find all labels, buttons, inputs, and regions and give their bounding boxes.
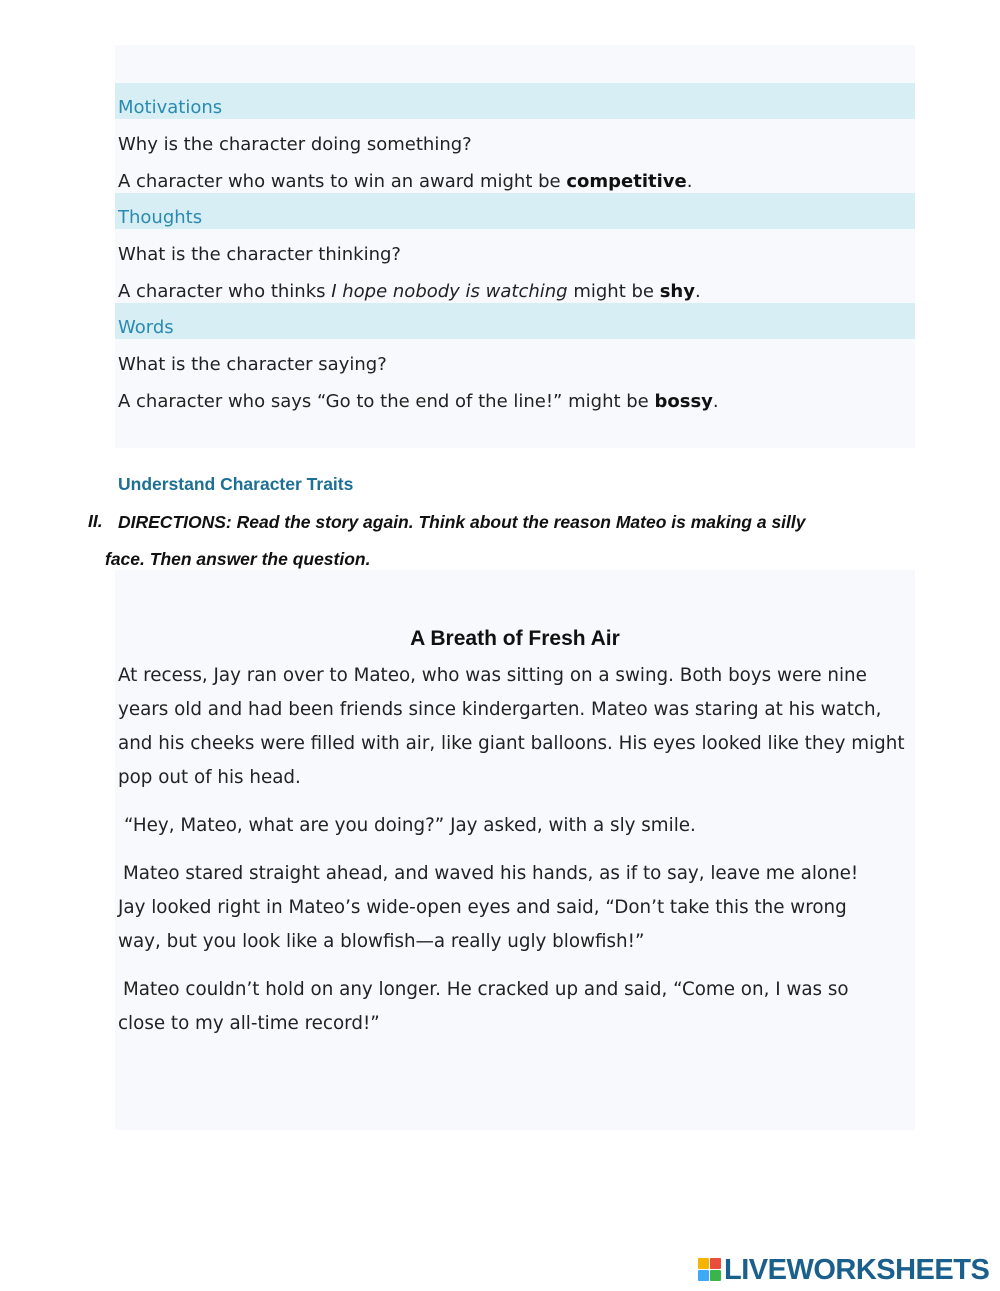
- story-p3-line-1: Mateo stared straight ahead, and waved his hands, as if to say, leave me alone!: [123, 863, 859, 884]
- story-panel: [115, 570, 915, 1130]
- directions-line-2: face. Then answer the question.: [105, 549, 371, 569]
- traits-band-motivations: [115, 83, 915, 119]
- traits-question-motivations: Why is the character doing something?: [118, 134, 472, 155]
- story-p2-line-1: “Hey, Mateo, what are you doing?” Jay asked, with a sly smile.: [124, 815, 696, 836]
- example-punct: .: [712, 391, 719, 412]
- example-text: A character who wants to win an award might be: [118, 171, 567, 192]
- traits-band-words: [115, 303, 915, 339]
- traits-band-thoughts: [115, 193, 915, 229]
- traits-heading-thoughts: Thoughts: [118, 207, 203, 228]
- story-p4-line-2: close to my all-time record!”: [118, 1013, 380, 1034]
- story-p1-line-2: years old and had been friends since kindergarten. Mateo was staring at his watch,: [118, 699, 882, 720]
- story-p1-line-3: and his cheeks were filled with air, like giant balloons. His eyes looked like they might: [118, 733, 905, 754]
- story-p4-line-1: Mateo couldn’t hold on any longer. He cracked up and said, “Come on, I was so: [123, 979, 849, 1000]
- logo-block-blue: [698, 1270, 709, 1281]
- logo-block-yellow: [698, 1258, 709, 1269]
- story-p1-line-1: At recess, Jay ran over to Mateo, who was sitting on a swing. Both boys were nine: [118, 665, 867, 686]
- logo-block-green: [710, 1270, 721, 1281]
- example-punct: .: [694, 281, 701, 302]
- logo-text: LIVEWORKSHEETS: [724, 1253, 990, 1286]
- traits-heading-motivations: Motivations: [118, 97, 223, 118]
- example-punct: .: [686, 171, 693, 192]
- example-text: A character who says “Go to the end of the line!” might be: [118, 391, 655, 412]
- example-text: might be: [567, 281, 660, 302]
- liveworksheets-blocks-icon: [698, 1258, 722, 1282]
- story-p1-line-4: pop out of his head.: [118, 767, 301, 788]
- traits-example-thoughts: [118, 280, 701, 304]
- traits-question-thoughts: What is the character thinking?: [118, 244, 401, 265]
- section-numeral: II.: [88, 511, 103, 531]
- directions-line-1: DIRECTIONS: Read the story again. Think about the reason Mateo is making a silly: [118, 512, 806, 532]
- traits-example-motivations: [118, 170, 692, 194]
- traits-example-words: [118, 390, 719, 414]
- liveworksheets-logo: [698, 1254, 989, 1286]
- example-thought-quote: I hope nobody is watching: [331, 281, 568, 302]
- story-p3-line-2: Jay looked right in Mateo’s wide-open eyes and said, “Don’t take this the wrong: [118, 897, 847, 918]
- trait-word-competitive: competitive: [566, 171, 687, 192]
- section-title: Understand Character Traits: [118, 474, 354, 494]
- example-text: A character who thinks: [118, 281, 332, 302]
- trait-word-bossy: bossy: [654, 391, 713, 412]
- traits-heading-words: Words: [118, 317, 174, 338]
- story-p3-line-3: way, but you look like a blowfish—a really ugly blowfish!”: [118, 931, 645, 952]
- traits-question-words: What is the character saying?: [118, 354, 387, 375]
- trait-word-shy: shy: [659, 281, 695, 302]
- story-title: A Breath of Fresh Air: [410, 627, 620, 650]
- logo-block-red: [710, 1258, 721, 1269]
